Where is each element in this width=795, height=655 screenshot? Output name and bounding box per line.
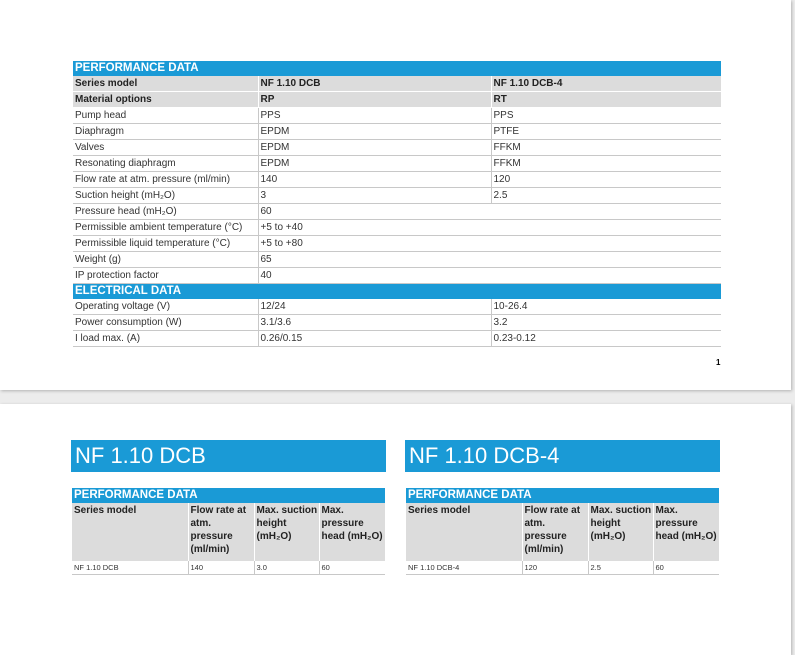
dcb4-value: 10-26.4: [491, 299, 721, 315]
table-row: [73, 108, 721, 124]
flow-rate-cell: 120: [522, 561, 588, 575]
dcb4-value: 120: [491, 172, 721, 188]
dcb4-value: 3.2: [491, 315, 721, 331]
dcb-value: EPDM: [258, 124, 491, 140]
dcb-value: EPDM: [258, 156, 491, 172]
dcb-value: RP: [258, 92, 491, 108]
table-row: [73, 92, 721, 108]
row-label: Series model: [73, 76, 258, 92]
column-header: Max. suction height (mH₂O): [588, 503, 653, 561]
dcb4-value: 0.23-0.12: [491, 331, 721, 347]
row-label: Flow rate at atm. pressure (ml/min): [73, 172, 258, 188]
section-header-row: [73, 61, 721, 76]
dcb4-value: RT: [491, 92, 721, 108]
dcb4-value: 2.5: [491, 188, 721, 204]
pressure-head-cell: 60: [653, 561, 719, 575]
row-label: Weight (g): [73, 252, 258, 268]
dcb-value: 0.26/0.15: [258, 331, 491, 347]
table-row: [73, 188, 721, 204]
shared-value: +5 to +40: [258, 220, 721, 236]
table-row: [73, 299, 721, 315]
column-header: Max. pressure head (mH₂O): [653, 503, 719, 561]
table-row: [73, 331, 721, 347]
dcb4-value: PPS: [491, 108, 721, 124]
row-label: Permissible ambient temperature (°C): [73, 220, 258, 236]
dcb4-value: FFKM: [491, 156, 721, 172]
suction-height-cell: 3.0: [254, 561, 319, 575]
model-title-dcb4: NF 1.10 DCB-4: [405, 440, 720, 472]
table-row: [73, 76, 721, 92]
row-label: Diaphragm: [73, 124, 258, 140]
dcb-value: 3.1/3.6: [258, 315, 491, 331]
row-label: Valves: [73, 140, 258, 156]
dcb-value: 12/24: [258, 299, 491, 315]
dcb4-value: NF 1.10 DCB-4: [491, 76, 721, 92]
row-label: IP protection factor: [73, 268, 258, 284]
table-row: [73, 252, 721, 268]
column-header: Series model: [406, 503, 522, 561]
table-row: [73, 315, 721, 331]
row-label: Resonating diaphragm: [73, 156, 258, 172]
dcb-value: EPDM: [258, 140, 491, 156]
column-header-row: [406, 503, 719, 561]
row-label: Operating voltage (V): [73, 299, 258, 315]
table-row: [73, 140, 721, 156]
performance-data-header: PERFORMANCE DATA: [406, 488, 719, 503]
table-row: [72, 561, 385, 575]
shared-value: 65: [258, 252, 721, 268]
model-performance-table: [406, 488, 719, 575]
dcb-value: NF 1.10 DCB: [258, 76, 491, 92]
table-row: [73, 236, 721, 252]
column-header: Flow rate at atm. pressure (ml/min): [188, 503, 254, 561]
table-row: [73, 268, 721, 284]
row-label: Suction height (mH₂O): [73, 188, 258, 204]
flow-rate-cell: 140: [188, 561, 254, 575]
row-label: Pressure head (mH₂O): [73, 204, 258, 220]
dcb-value: 3: [258, 188, 491, 204]
performance-data-header: PERFORMANCE DATA: [73, 61, 721, 76]
series-model-cell: NF 1.10 DCB-4: [406, 561, 522, 575]
table-row: [73, 220, 721, 236]
suction-height-cell: 2.5: [588, 561, 653, 575]
table-row: [406, 561, 719, 575]
series-model-cell: NF 1.10 DCB: [72, 561, 188, 575]
table-row: [73, 124, 721, 140]
table-row: [73, 172, 721, 188]
row-label: Material options: [73, 92, 258, 108]
row-label: Permissible liquid temperature (°C): [73, 236, 258, 252]
dcb-value: 140: [258, 172, 491, 188]
dcb4-value: PTFE: [491, 124, 721, 140]
dcb4-value: FFKM: [491, 140, 721, 156]
table-row: [73, 204, 721, 220]
section-header-row: [72, 488, 385, 503]
shared-value: 40: [258, 268, 721, 284]
performance-data-table: [73, 61, 721, 347]
row-label: I load max. (A): [73, 331, 258, 347]
section-header-row: [406, 488, 719, 503]
shared-value: 60: [258, 204, 721, 220]
dcb-value: PPS: [258, 108, 491, 124]
column-header-row: [72, 503, 385, 561]
performance-data-header: PERFORMANCE DATA: [72, 488, 385, 503]
model-title-dcb: NF 1.10 DCB: [71, 440, 386, 472]
column-header: Flow rate at atm. pressure (ml/min): [522, 503, 588, 561]
column-header: Series model: [72, 503, 188, 561]
model-performance-table: [72, 488, 385, 575]
table-row: [73, 156, 721, 172]
row-label: Pump head: [73, 108, 258, 124]
pressure-head-cell: 60: [319, 561, 385, 575]
row-label: Power consumption (W): [73, 315, 258, 331]
page-number: 1: [716, 358, 721, 367]
electrical-data-header: ELECTRICAL DATA: [73, 284, 721, 300]
section-header-row: [73, 284, 721, 300]
column-header: Max. pressure head (mH₂O): [319, 503, 385, 561]
shared-value: +5 to +80: [258, 236, 721, 252]
column-header: Max. suction height (mH₂O): [254, 503, 319, 561]
